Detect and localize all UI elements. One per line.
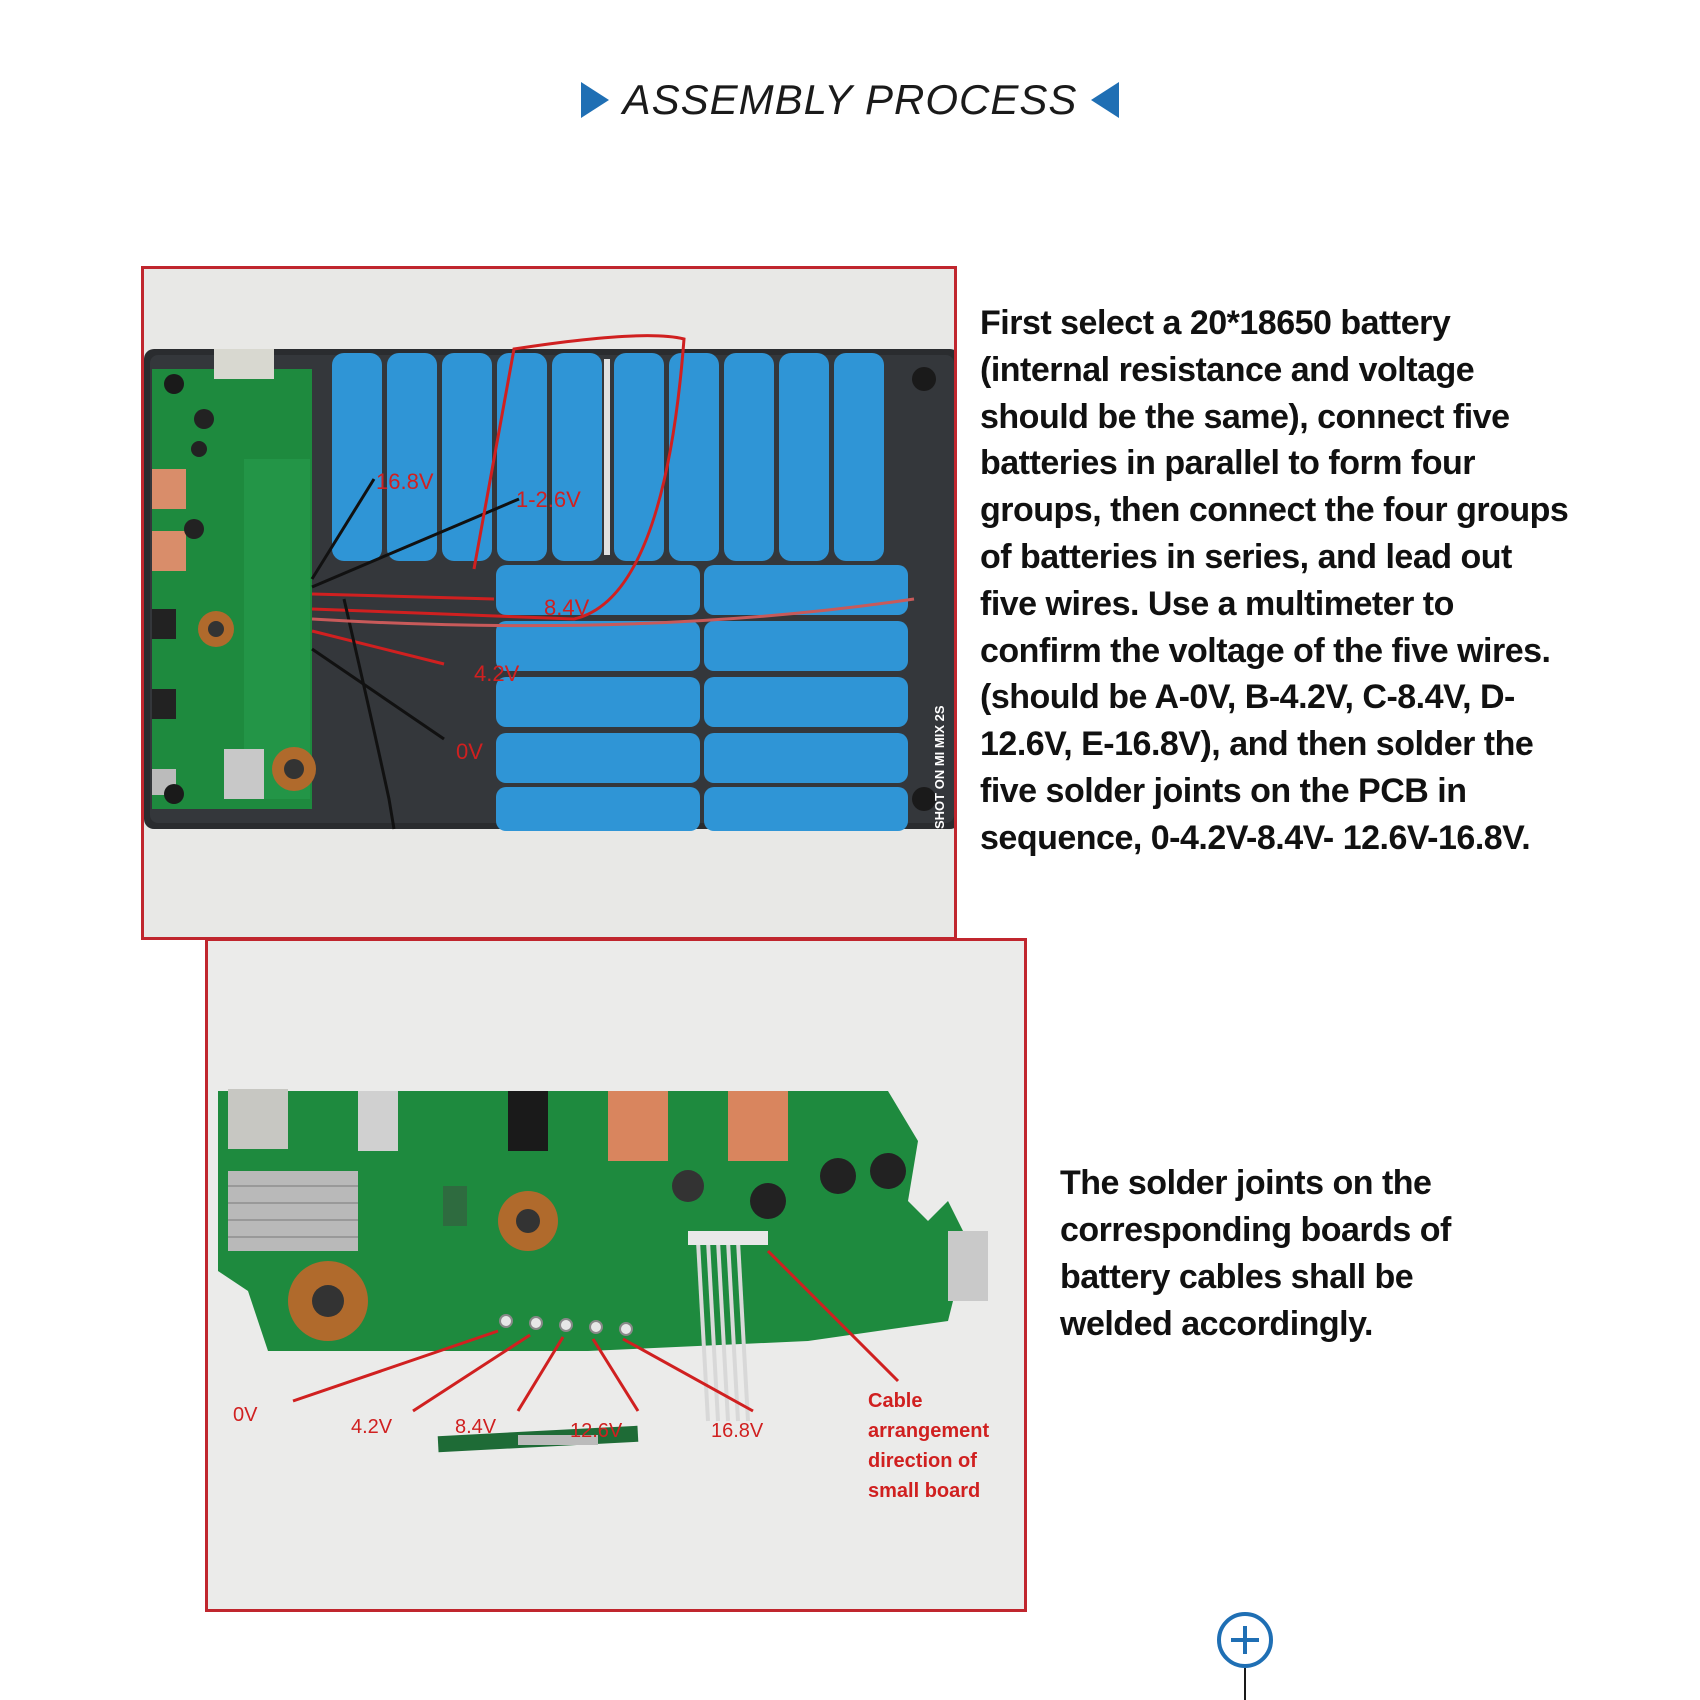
- battery-label-16-8v: 16.8V: [376, 469, 434, 494]
- svg-text:Cable: Cable: [868, 1390, 923, 1412]
- camera-watermark: SHOT ON MI MIX 2S: [932, 705, 947, 829]
- battery-label-12-6v: 1-2.6V: [516, 487, 581, 512]
- triangle-left-icon: [1091, 82, 1119, 118]
- plus-circle-icon[interactable]: [1217, 1612, 1273, 1668]
- pcb-label-8-4v: 8.4V: [455, 1416, 497, 1438]
- battery-label-8-4v: 8.4V: [544, 595, 590, 620]
- battery-pack-photo: [141, 266, 957, 940]
- pcb-board-illustration: [208, 941, 1027, 1612]
- section-header: [0, 70, 1700, 130]
- pcb-label-12-6v: 12.6V: [570, 1420, 623, 1442]
- assembly-description: First select a 20*18650 battery (internal resistance and voltage should be the same), connect five batteries in parallel to form four groups, then connect the four groups of batteries in series, and lead out five wires. Use a multimeter to confirm the voltage of the five wires. (should be A-0V, B-4.2V, C-8.4V, D-12.6V, E-16.8V), and then solder the five solder joints on the PCB in sequence, 0-4.2V-8.4V- 12.6V-16.8V.: [980, 304, 1569, 857]
- divider-line: [1244, 1668, 1246, 1700]
- page-title: ASSEMBLY PROCESS: [622, 76, 1078, 123]
- solder-description: The solder joints on the corresponding boards of battery cables shall be welded accordingly.: [1060, 1164, 1451, 1343]
- pcb-label-16-8v: 16.8V: [711, 1420, 764, 1442]
- pcb-board-photo: [205, 938, 1027, 1612]
- battery-label-0v: 0V: [456, 739, 483, 764]
- battery-label-4-2v: 4.2V: [474, 661, 520, 686]
- pcb-label-4-2v: 4.2V: [351, 1416, 393, 1438]
- battery-pack-illustration: [144, 269, 957, 940]
- pcb-label-0v: 0V: [233, 1404, 258, 1426]
- triangle-right-icon: [581, 82, 609, 118]
- svg-text:direction of: direction of: [868, 1450, 977, 1472]
- svg-text:small board: small board: [868, 1480, 981, 1502]
- svg-text:arrangement: arrangement: [868, 1420, 990, 1442]
